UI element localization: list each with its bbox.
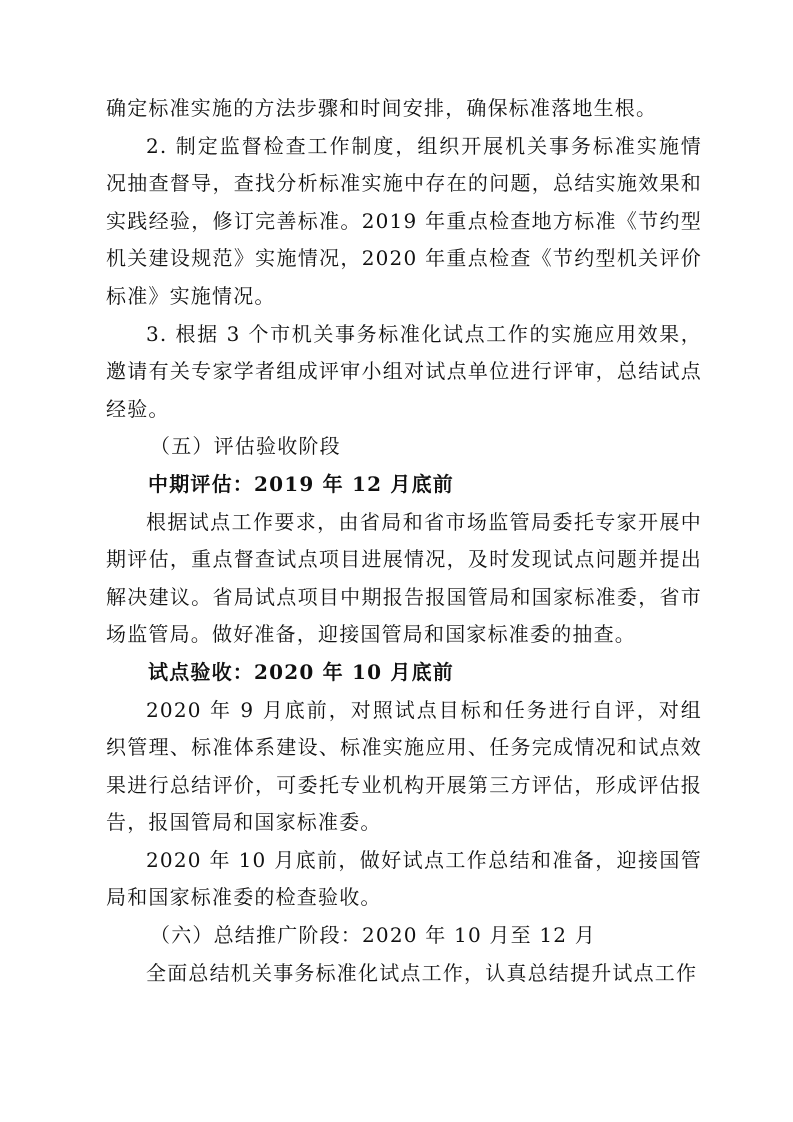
paragraph-item-3: 3. 根据 3 个市机关事务标准化试点工作的实施应用效果，邀请有关专家学者组成评审小组对试点单位进行评审，总结试点经验。 bbox=[106, 321, 702, 421]
paragraph-midterm-evaluation: 根据试点工作要求，由省局和省市场监管局委托专家开展中期评估，重点督查试点项目进展情况，及时发现试点问题并提出解决建议。省局试点项目中期报告报国管局和国家标准委，省市场监管局。做好准备，迎接国管局和国家标准委的抽查。 bbox=[106, 509, 702, 647]
paragraph-full-summary: 全面总结机关事务标准化试点工作，认真总结提升试点工作 bbox=[146, 960, 698, 985]
subheading-midterm-evaluation: 中期评估：2019 年 12 月底前 bbox=[148, 471, 454, 496]
paragraph-summary-preparation: 2020 年 10 月底前，做好试点工作总结和准备，迎接国管局和国家标准委的检查验收。 bbox=[106, 847, 702, 910]
section-heading-5: （五）评估验收阶段 bbox=[150, 434, 341, 459]
paragraph-continued: 确定标准实施的方法步骤和时间安排，确保标准落地生根。 bbox=[106, 96, 658, 120]
subheading-pilot-acceptance: 试点验收：2020 年 10 月底前 bbox=[148, 659, 454, 684]
paragraph-self-assessment: 2020 年 9 月底前，对照试点目标和任务进行自评，对组织管理、标准体系建设、标准实施应用、任务完成情况和试点效果进行总结评价，可委托专业机构开展第三方评估，形成评估报告，报国管局和国家标准委。 bbox=[106, 697, 702, 835]
paragraph-item-2: 2. 制定监督检查工作制度，组织开展机关事务标准实施情况抽查督导，查找分析标准实施中存在的问题，总结实施效果和实践经验，修订完善标准。2019 年重点检查地方标准《节约型机关建设规范》实施情况，2020 年重点检查《节约型机关评价标准》实施情况。 bbox=[106, 133, 702, 308]
section-heading-6: （六）总结推广阶段：2020 年 10 月至 12 月 bbox=[150, 923, 596, 948]
document-body bbox=[106, 90, 702, 992]
